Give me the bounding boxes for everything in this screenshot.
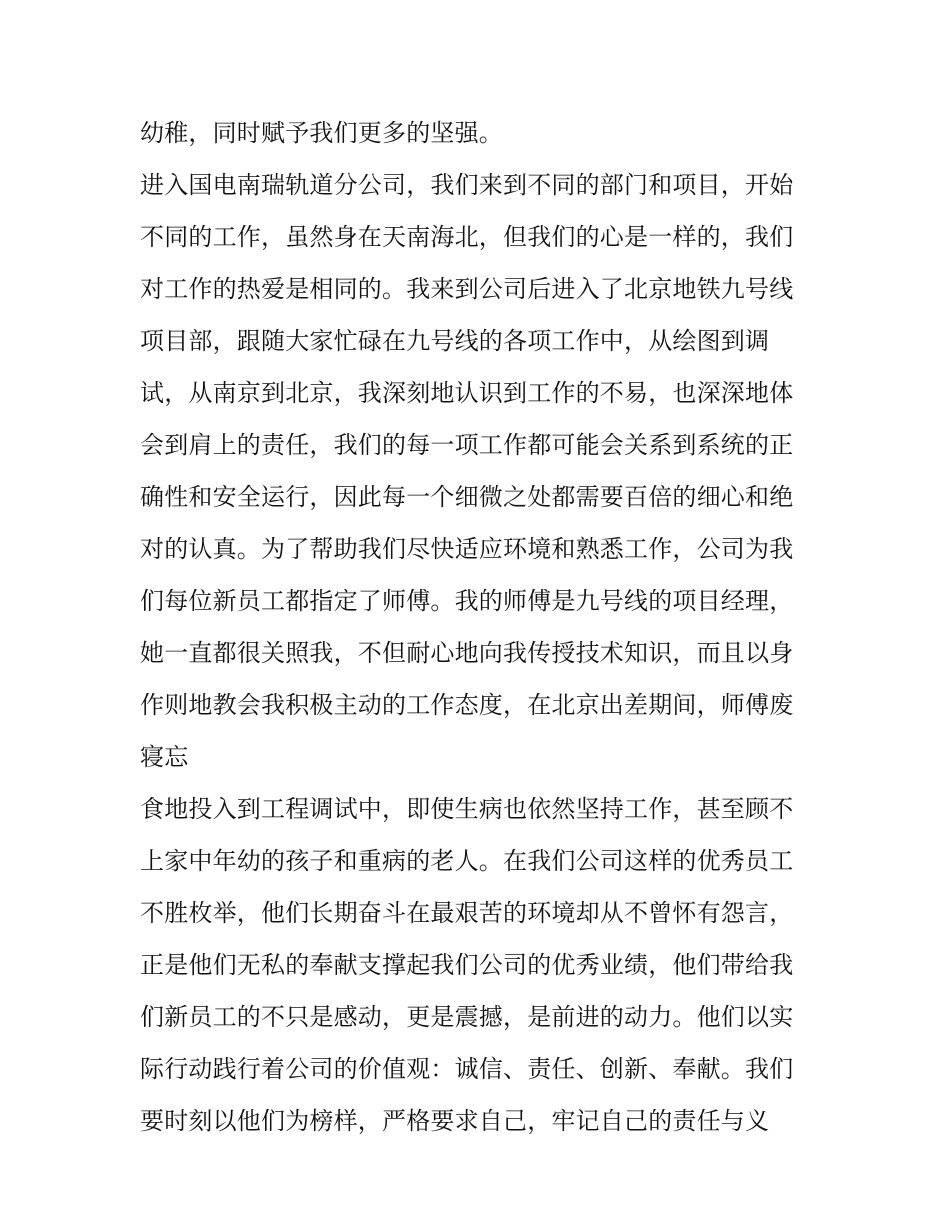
text-line: 不同的工作，虽然身在天南海北，但我们的心是一样的，我们 — [140, 223, 794, 251]
text-line: 上家中年幼的孩子和重病的老人。在我们公司这样的优秀员工 — [140, 847, 794, 875]
text-line: 寝忘 — [140, 743, 189, 771]
text-line: 正是他们无私的奉献支撑起我们公司的优秀业绩，他们带给我 — [140, 951, 794, 979]
text-line: 她一直都很关照我，不但耐心地向我传授技术知识，而且以身 — [140, 639, 794, 667]
text-line: 作则地教会我积极主动的工作态度，在北京出差期间，师傅废 — [140, 691, 794, 719]
text-line: 确性和安全运行，因此每一个细微之处都需要百倍的细心和绝 — [140, 483, 794, 511]
text-line: 幼稚，同时赋予我们更多的坚强。 — [140, 119, 503, 147]
text-line: 对的认真。为了帮助我们尽快适应环境和熟悉工作，公司为我 — [140, 535, 794, 563]
text-line: 要时刻以他们为榜样，严格要求自己，牢记自己的责任与义 — [140, 1107, 770, 1135]
body-text — [140, 107, 820, 1147]
text-line: 试，从南京到北京，我深刻地认识到工作的不易，也深深地体 — [140, 379, 794, 407]
text-line: 会到肩上的责任，我们的每一项工作都可能会关系到系统的正 — [140, 431, 794, 459]
text-line: 食地投入到工程调试中，即使生病也依然坚持工作，甚至顾不 — [140, 795, 794, 823]
text-line: 项目部，跟随大家忙碌在九号线的各项工作中，从绘图到调 — [140, 327, 770, 355]
text-line: 对工作的热爱是相同的。我来到公司后进入了北京地铁九号线 — [140, 275, 794, 303]
text-line: 进入国电南瑞轨道分公司，我们来到不同的部门和项目，开始 — [140, 171, 794, 199]
text-line: 们每位新员工都指定了师傅。我的师傅是九号线的项目经理， — [140, 587, 794, 615]
text-line: 际行动践行着公司的价值观：诚信、责任、创新、奉献。我们 — [140, 1055, 794, 1083]
text-line: 不胜枚举，他们长期奋斗在最艰苦的环境却从不曾怀有怨言， — [140, 899, 794, 927]
text-line: 们新员工的不只是感动，更是震撼，是前进的动力。他们以实 — [140, 1003, 794, 1031]
